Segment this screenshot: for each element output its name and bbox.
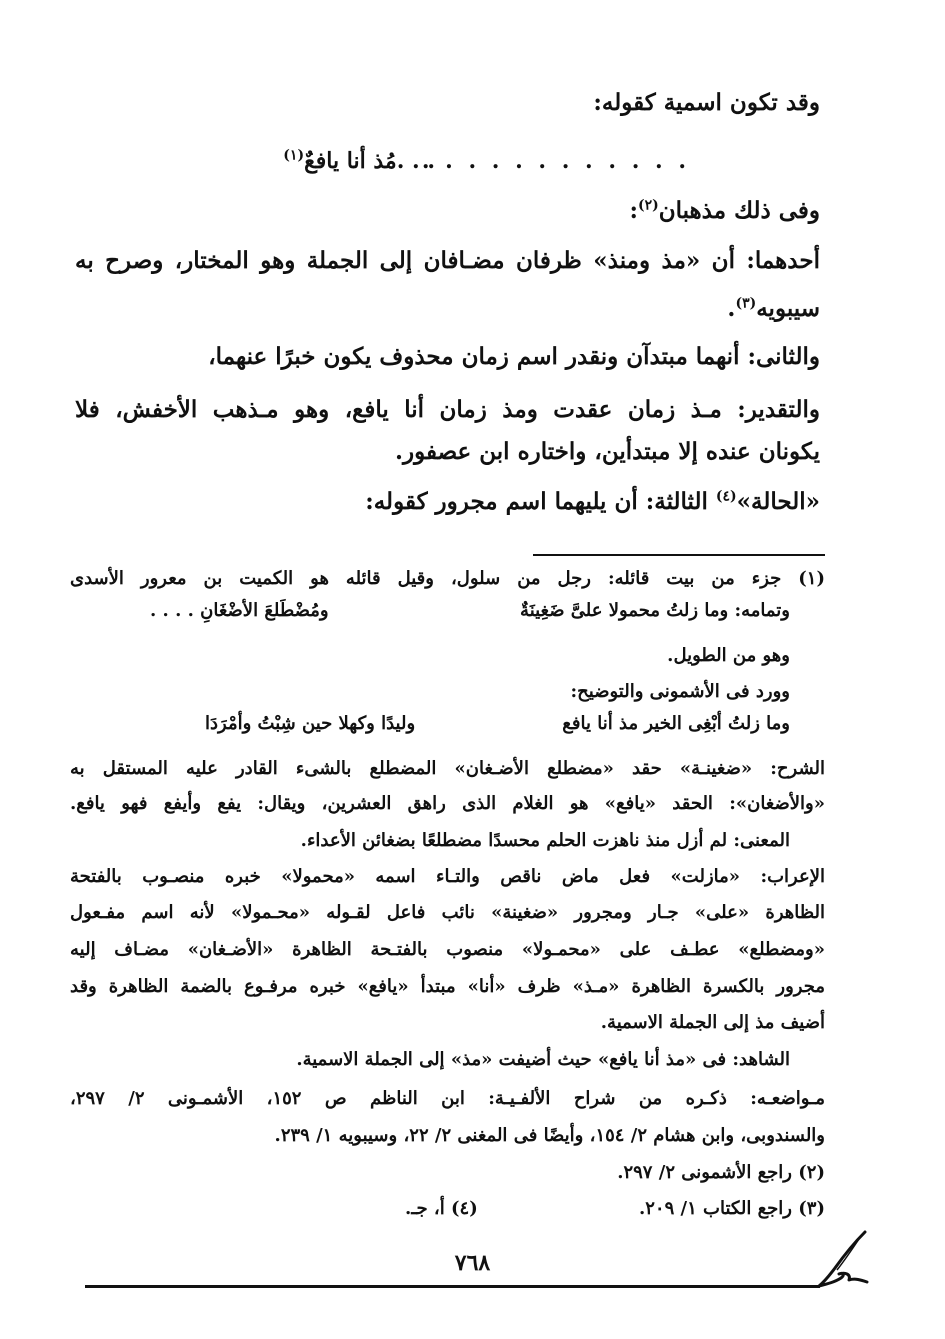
footnote-ref: (٢)	[637, 197, 659, 214]
page-number: ٧٦٨	[454, 1250, 491, 1276]
verse-first-hemistich: وتمامه: وما زلتُ محمولا علىَّ ضَغِينَةٌ	[520, 600, 790, 621]
footnote-line	[405, 1198, 825, 1224]
text-line: «الحالة»$^{(٤)}$ الثالثة: أن يليهما اسم مجرور كقوله:	[365, 488, 820, 515]
bottom-rule	[85, 1285, 820, 1288]
text-line: سيبويه$^{(٣)}$.	[727, 295, 820, 322]
verse-hemistich	[210, 148, 690, 178]
handwritten-signature-mark	[815, 1228, 875, 1293]
footnote-line: (٢) راجع الأشمونى ٢/ ٢٩٧.	[617, 1162, 825, 1183]
footnote-line: مـواضعـه: ذكـره من شراح الألفـيـة: ابن الناظم ص ١٥٢، الأشمـونى ٢/ ٢٩٧،	[70, 1088, 825, 1109]
footnote-line: الشرح: «ضغينـة» حقد «مضطلع الأضـغان» المضطلع بالشىء القادر عليه المستقل به	[70, 758, 825, 779]
footnote-4: (٤) أ، جـ.	[405, 1198, 478, 1219]
text-line: وفى ذلك مذهبان$^{(٢)}$:	[629, 197, 820, 224]
verse-second-hemistich: ومُضْطَلعَ الأضْغَانِ . . . .	[150, 600, 329, 621]
footnote-line: (١) جزء من بيت قائله: رجل من سلول، وقيل قائله هو الكميت بن معرور الأسدى	[70, 568, 825, 589]
footnote-line: مجرور بالكسرة الظاهرة «مـذ» ظرف «أنا» مبتدأ «يافع» خبره مرفـوع بالضمة الظاهرة وقد	[70, 976, 825, 997]
verse-first-hemistich: وما زلتُ أبْغِى الخير مذ أنا يافع	[562, 713, 790, 734]
footnote-line: الشاهد: فى «مذ أنا يافع» حيث أضيفت «مذ» إلى الجملة الاسمية.	[296, 1049, 790, 1070]
footnote-line: الظاهرة «على» جـار ومجرور «ضغينة» نائب فاعل لقـوله «محـمولا» لأنه اسم مفـعول	[70, 902, 825, 923]
footnote-line: المعنى: لم أزل منذ ناهزت الحلم محسدًا مضطلعًا بضغائن الأعداء.	[300, 830, 790, 851]
footnote-verse	[150, 713, 790, 739]
footnote-line: وهو من الطويل.	[667, 645, 790, 666]
footnote-ref: (١)	[283, 147, 305, 164]
footnote-line: وورد فى الأشمونى والتوضيح:	[570, 681, 790, 702]
verse-text: . . .مُذ أنا يافعٌ$^{(١)}$	[283, 147, 435, 174]
footnote-verse	[150, 600, 790, 626]
footnote-line: «والأضغان»: الحقد «يافع» هو الغلام الذى راهق العشرين، ويقال: يفع وأيفع فهو يافع.	[70, 793, 825, 814]
ellipsis-dots: . . . . . . . . . . . .	[421, 148, 690, 174]
footnote-line: الإعراب: «مازلت» فعل ماض ناقص والتـاء اسمه «محمولا» خبره منصـوب بالفتحة	[70, 866, 825, 887]
text-line: والتقدير: مـذ زمان عقدت ومذ زمان أنا يافع، وهو مـذهب الأخفش، فلا	[75, 396, 820, 423]
footnote-line: أضيف مذ إلى الجملة الاسمية.	[600, 1012, 825, 1033]
footnote-ref: (٣)	[735, 295, 757, 312]
footnote-separator	[533, 554, 825, 556]
footnote-ref: (٤)	[715, 488, 737, 505]
text-line: يكونان عنده إلا مبتدأين، واختاره ابن عصفور.	[394, 438, 820, 465]
footnote-line: «ومضطلع» عطـف على «محمـولا» منصوب بالفتـحة الظاهرة «الأضـغان» مضـاف إليه	[70, 939, 825, 960]
verse-second-hemistich: وليدًا وكهلا حين شِبْتُ وأمْرَدَا	[205, 713, 416, 734]
text-line: أحدهما: أن «مذ ومنذ» ظرفان مضـافان إلى الجملة وهو المختار، وصرح به	[75, 247, 820, 274]
footnote-line: والسندوبى، وابن هشام ٢/ ١٥٤، وأيضًا فى المغنى ٢/ ٢٢، وسيبويه ١/ ٢٣٩.	[274, 1125, 825, 1146]
footnote-3: (٣) راجع الكتاب ١/ ٢٠٩.	[638, 1198, 825, 1219]
text-line: وقد تكون اسمية كقوله:	[593, 89, 820, 116]
text-line: والثانى: أنهما مبتدآن ونقدر اسم زمان محذوف يكون خبرًا عنهما،	[208, 343, 820, 370]
